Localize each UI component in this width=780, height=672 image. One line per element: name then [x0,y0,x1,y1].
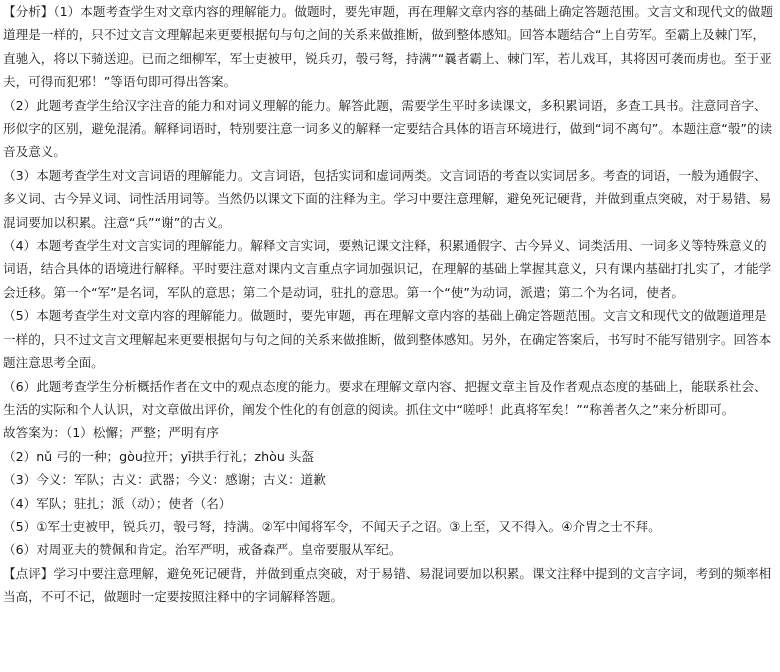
answer-item-2: （2）nǔ 弓的一种；gòu拉开；yī拱手行礼；zhòu 头盔 [3,448,314,464]
analysis-item-5: （5）本题考查学生对文章内容的理解能力。做题时，要先审题，再在理解文章内容的基础上确定答题范围。文言文和现代文的做题道理是一样的，只不过文言文理解起来更要根据句与句之间的关系来做推断，做到整体感知。另外，在确定答案后，书写时不能写错别字。回答本题注意思考全面。 [3,308,772,371]
comment-text: 学习中要注意理解，避免死记硬背，并做到重点突破，对于易错、易混词要加以积累。课文注释中提到的文言字词，考到的频率相当高，不可不记，做题时一定要按照注释中的字词解释答题。 [3,565,772,605]
answer-item-4: （4）军队；驻扎；派（动）；使者（名） [3,495,232,511]
answer-item-1: 故答案为：（1）松懈；严整；严明有序 [3,425,219,441]
analysis-item-4: （4）本题考查学生对文言实词的理解能力。解释文言实词，要熟记课文注释，积累通假字、古今异义、词类活用、一词多义等特殊意义的词语，结合具体的语境进行解释。平时要注意对课内文言重点字词加强识记，在理解的基础上掌握其意义，只有课内基础打扎实了，才能学会迁移。第一个“军”是名词，军队的意思；第二个是动词，驻扎的意思。第一个“使”为动词，派遣；第二个为名词，使者。 [3,238,772,300]
answer-item-5: （5）①军士吏被甲，锐兵刃，彀弓弩，持满。②军中闻将军令，不闻天子之诏。③上至，又不得入。④介胄之士不拜。 [3,518,661,534]
analysis-item-1: （1）本题考查学生对文章内容的理解能力。做题时，要先审题，再在理解文章内容的基础上确定答题范围。文言文和现代文的做题道理是一样的，只不过文言文理解起来更要根据句与句之间的关系来做推断，做到整体感知。回答本题结合“上自劳军。至霸上及棘门军，直驰入，将以下骑送迎。已而之细柳军，军士吏被甲，锐兵刃，彀弓弩，持满”“曩者霸上、棘门军，若儿戏耳，其将因可袭而虏也。至于亚夫，可得而犯邪！”等语句即可得出答案。 [3,4,773,90]
answer-line-6 [3,538,777,561]
answer-line-5 [3,515,777,538]
analysis-item-6: （6）此题考查学生分析概括作者在文中的观点态度的能力。要求在理解文章内容、把握文章主旨及作者观点态度的基础上，能联系社会、生活的实际和个人认识，对文章做出评价，阐发个性化的有创意的阅读。抓住文中“嗟呼！此真将军矣！”“称善者久之”来分析即可。 [3,378,767,417]
analysis-paragraph-5 [3,304,777,374]
analysis-paragraph-1 [3,0,777,94]
analysis-paragraph-4 [3,234,777,304]
comment-tag: 【点评】 [3,565,54,581]
answer-line-2 [3,445,777,468]
answer-item-6: （6）对周亚夫的赞佩和肯定。治军严明，戒备森严。皇帝要服从军纪。 [3,542,402,558]
analysis-paragraph-2 [3,94,777,164]
analysis-tag: 【分析】 [3,4,54,19]
answer-item-3: （3）今义：军队；古义：武器；今义：感谢；古义：道歉 [3,472,326,488]
answer-line-3 [3,468,777,491]
analysis-paragraph-3 [3,164,777,234]
analysis-item-3: （3）本题考查学生对文言词语的理解能力。文言词语，包括实词和虚词两类。文言词语的考查以实词居多。考查的词语，一般为通假字、多义词、古今异义词、词性活用词等。当然仍以课文下面的注释为主。学习中要注意理解，避免死记硬背，并做到重点突破，对于易错、易混词要加以积累。注意“兵”“谢”的古义。 [3,167,772,230]
comment-paragraph [3,562,777,609]
answer-line-1 [3,421,777,444]
answer-line-4 [3,492,777,515]
analysis-item-2: （2）此题考查学生给汉字注音的能力和对词义理解的能力。解答此题，需要学生平时多读课文，多积累词语，多查工具书。注意同音字、形似字的区别，避免混淆。解释词语时，特别要注意一词多义的解释一定要结合具体的语言环境进行，做到“词不离句”。本题注意“彀”的读音及意义。 [3,97,773,160]
analysis-paragraph-6 [3,375,777,422]
